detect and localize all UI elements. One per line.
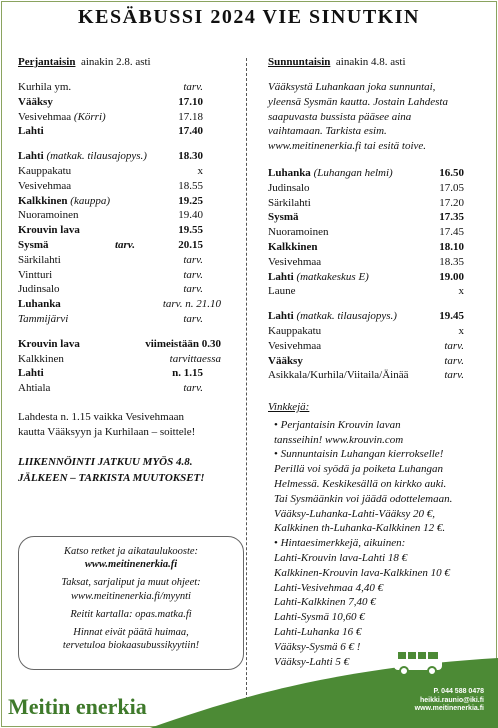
departure-time: tarv. <box>183 382 203 395</box>
stop-name: Judinsalo <box>268 181 310 194</box>
stop-note: (kauppa) <box>70 194 110 207</box>
stop-note: (matkak. tilausajopys.) <box>296 310 397 323</box>
stop-name: Kauppakatu <box>18 164 72 177</box>
timetable-row <box>18 124 243 139</box>
departure-time: viimeistään 0.30 <box>145 337 221 350</box>
departure-time: x <box>458 324 464 337</box>
stop-name: Sysmä <box>18 238 49 251</box>
stop-cell <box>268 255 404 270</box>
stop-name: Vintturi <box>18 268 53 281</box>
info-taksat-text: Taksat, sarjaliput ja muut ohjeet: <box>61 577 201 589</box>
column-divider <box>246 58 247 720</box>
tip-line: Vääksy-Sysmä 6 € ! <box>274 640 361 653</box>
tip-line: Lahti-Kalkkinen 7,40 € <box>274 596 376 609</box>
stop-cell <box>268 309 404 324</box>
info-hinnat-line-1: Hinnat eivät päätä huimaa, <box>73 627 189 639</box>
friday-note <box>18 410 243 440</box>
departure-time: 17.10 <box>178 95 203 108</box>
friday-valid: ainakin 2.8. asti <box>80 56 151 68</box>
timetable-row <box>268 309 482 324</box>
departure-time: 17.35 <box>439 211 464 224</box>
timetable-row <box>18 366 243 381</box>
friday-warning-line-1: LIIKENNÖINTI JATKUU MYÖS 4.8. <box>18 455 193 468</box>
departure-time: tarv. <box>183 253 203 266</box>
stop-cell <box>18 149 147 164</box>
tip-item <box>274 447 494 536</box>
timetable-row <box>18 179 243 194</box>
stop-cell <box>268 270 404 285</box>
info-retket-text: Katso retket ja aikataulukooste: <box>63 546 199 557</box>
timetable-row <box>18 194 243 209</box>
stop-cell <box>18 164 135 179</box>
departure-time: 19.55 <box>178 224 203 237</box>
timetable-row <box>18 208 243 223</box>
stop-cell <box>268 284 404 299</box>
stop-cell <box>268 324 404 339</box>
tip-line: Perjantaisin Krouvin lavan <box>280 418 401 431</box>
stop-name: Krouvin lava <box>18 337 80 350</box>
info-reitit: Reitit kartalla: opas.matka.fi <box>70 608 192 620</box>
stop-name: Lahti <box>268 310 294 323</box>
stop-cell <box>18 223 135 238</box>
stop-mid-note: tarv. <box>114 238 135 251</box>
stop-cell <box>268 210 404 225</box>
stop-name: Nuoramoinen <box>268 226 329 239</box>
stop-name: Kalkkinen <box>18 352 64 365</box>
departure-time: tarv. n. 21.10 <box>162 298 221 311</box>
stop-note: (Luhangan helmi) <box>313 166 393 179</box>
departure-time: 19.00 <box>439 270 464 283</box>
stop-name: Lahti <box>18 367 44 380</box>
tip-line: Kalkkinen-Krouvin lava-Kalkkinen 10 € <box>274 566 450 579</box>
stop-name: Kalkkinen <box>18 194 68 207</box>
timetable-row <box>18 297 243 312</box>
timetable-row <box>268 354 482 369</box>
info-retket <box>19 545 243 571</box>
departure-time: x <box>458 285 464 298</box>
stop-cell <box>268 166 404 181</box>
sunday-intro-line: yleensä Sysmän kautta. Jostain Lahdesta <box>268 95 448 108</box>
stop-name: Kurhila ym. <box>18 81 72 93</box>
departure-time: 19.40 <box>178 209 203 222</box>
friday-column <box>18 56 243 486</box>
timetable-row <box>18 337 243 352</box>
info-retket-link[interactable]: www.meitinenerkia.fi <box>84 559 178 571</box>
tip-item <box>274 536 494 669</box>
page-title: KESÄBUSSI 2024 VIE SINUTKIN <box>78 6 420 28</box>
stop-cell <box>18 366 135 381</box>
stop-cell <box>18 95 135 110</box>
friday-header <box>18 56 243 68</box>
friday-day: Perjantaisin <box>18 56 76 68</box>
info-taksat-link[interactable]: www.meitinenerkia.fi/myynti <box>71 590 191 602</box>
sunday-day: Sunnuntaisin <box>268 56 331 68</box>
departure-time: 20.15 <box>178 238 203 251</box>
stop-cell <box>268 339 404 354</box>
timetable-row <box>268 181 482 196</box>
stop-name: Nuoramoinen <box>18 209 79 222</box>
timetable-row <box>18 268 243 283</box>
stop-note: (matkakeskus E) <box>296 270 369 283</box>
sunday-block-2 <box>268 309 482 383</box>
departure-time: 17.05 <box>439 181 464 194</box>
timetable-row <box>268 196 482 211</box>
stop-name: Vesivehmaa <box>18 179 72 192</box>
timetable-row <box>268 339 482 354</box>
timetable-row <box>268 166 482 181</box>
timetable-row <box>18 253 243 268</box>
friday-block-2 <box>18 149 243 327</box>
tip-line: Kalkkinen th-Luhanka-Kalkkinen 12 €. <box>274 522 446 535</box>
sunday-column <box>268 56 482 383</box>
timetable-row <box>18 223 243 238</box>
tip-line: Vääksy-Luhanka-Lahti-Vääksy 20 €, <box>274 507 435 520</box>
timetable-row <box>268 255 482 270</box>
info-hinnat-line-2: tervetuloa biokaasubussikyytiin! <box>62 640 200 652</box>
stop-cell <box>18 194 135 209</box>
stop-name: Laune <box>268 285 296 298</box>
info-taksat <box>19 576 243 602</box>
stop-cell <box>18 110 135 125</box>
departure-time: 18.55 <box>178 179 203 192</box>
timetable-row <box>18 381 243 396</box>
tip-line: Tai Sysmäänkin voi jäädä odottelemaan. <box>274 492 453 505</box>
sunday-block-1 <box>268 166 482 299</box>
tip-line: Sunnuntaisin Luhangan kierrokselle! <box>280 448 444 461</box>
stop-name: Asikkala/Kurhila/Viitaila/Äinää <box>268 369 409 382</box>
stop-name: Lahti <box>18 150 44 163</box>
stop-cell <box>18 352 170 367</box>
departure-time: 18.10 <box>439 240 464 253</box>
sunday-intro-line: saapuvasta bussista pääsee aina <box>268 110 412 123</box>
stop-note: (Körri) <box>73 110 106 123</box>
timetable-row <box>268 240 482 255</box>
departure-time: 17.45 <box>439 226 464 239</box>
departure-time: 19.45 <box>439 310 464 323</box>
stop-name: Särkilahti <box>268 196 311 209</box>
contact-website: www.meitinenerkia.fi <box>414 705 484 712</box>
departure-time: 17.40 <box>178 125 203 138</box>
timetable-row <box>18 282 243 297</box>
departure-time: tarv. <box>444 369 464 382</box>
stop-cell <box>18 268 135 283</box>
tips-list <box>268 418 494 670</box>
timetable-row <box>18 352 243 367</box>
departure-time: 18.35 <box>439 255 464 268</box>
contact-email: heikki.raunio@iki.fi <box>419 696 484 704</box>
stop-name: Vääksy <box>18 95 53 108</box>
tip-line: Lahti-Krouvin lava-Lahti 18 € <box>274 551 408 564</box>
tip-line: Lahti-Vesivehmaa 4,40 € <box>274 581 384 594</box>
sunday-intro-line: vaihtamaan. Tarkista esim. <box>268 125 387 138</box>
stop-name: Vesivehmaa <box>18 110 72 123</box>
timetable-row <box>18 238 243 253</box>
stop-cell <box>268 354 404 369</box>
friday-block-1 <box>18 80 243 139</box>
stop-cell <box>18 208 135 223</box>
departure-time: 17.20 <box>439 196 464 209</box>
stop-name: Kauppakatu <box>268 324 322 337</box>
timetable-row <box>18 110 243 125</box>
tip-line: Vääksy-Lahti 5 € <box>274 655 350 668</box>
departure-time: tarv. <box>183 268 203 281</box>
departure-time: tarv. <box>183 81 203 93</box>
tip-line: Perillä voi syödä ja poiketa Luhangan <box>274 463 443 476</box>
stop-cell <box>268 240 404 255</box>
tip-line: Hintaesimerkkejä, aikuinen: <box>280 537 406 550</box>
stop-name: Vesivehmaa <box>268 255 322 268</box>
stop-name: Judinsalo <box>18 283 60 296</box>
stop-cell <box>18 179 135 194</box>
departure-time: tarv. <box>444 339 464 352</box>
stop-cell <box>268 368 408 383</box>
departure-time: x <box>197 164 203 177</box>
timetable-row <box>18 95 243 110</box>
departure-time: tarv. <box>444 354 464 367</box>
timetable-row <box>268 270 482 285</box>
tips-section <box>268 400 494 669</box>
stop-cell <box>268 181 404 196</box>
timetable-row <box>268 284 482 299</box>
friday-note-line-1: Lahdesta n. 1.15 vaikka Vesivehmaan <box>18 410 184 423</box>
departure-time: n. 1.15 <box>172 367 203 380</box>
stop-cell <box>18 337 145 352</box>
sunday-intro-line: Vääksystä Luhankaan joka sunnuntai, <box>268 81 436 93</box>
stop-name: Luhanka <box>268 166 311 179</box>
timetable-row <box>268 225 482 240</box>
sunday-intro <box>268 80 482 154</box>
stop-name: Sysmä <box>268 211 299 224</box>
tip-line: Helmessä. Keskikesällä on kirkko auki. <box>274 477 447 490</box>
departure-time: 16.50 <box>439 166 464 179</box>
stop-cell <box>268 196 404 211</box>
sunday-header <box>268 56 482 68</box>
stop-name: Ahtiala <box>18 382 51 395</box>
stop-cell <box>18 297 163 312</box>
friday-warning-line-2: JÄLKEEN – TARKISTA MUUTOKSET! <box>18 471 205 484</box>
departure-time: 19.25 <box>178 194 203 207</box>
timetable-row <box>18 80 243 95</box>
stop-name: Särkilahti <box>18 253 61 266</box>
timetable-row <box>268 210 482 225</box>
tip-line: Lahti-Luhanka 16 € <box>274 625 362 638</box>
stop-name: Tammijärvi <box>18 312 69 325</box>
departure-time: tarv. <box>183 312 203 325</box>
stop-name: Kalkkinen <box>268 240 318 253</box>
departure-time: 18.30 <box>178 150 203 163</box>
tip-line: Lahti-Sysmä 10,60 € <box>274 611 365 624</box>
stop-name: Krouvin lava <box>18 224 80 237</box>
timetable-row <box>268 368 482 383</box>
contact-phone: P. 044 588 0478 <box>433 688 484 695</box>
stop-name: Vääksy <box>268 354 303 367</box>
friday-note-line-2: kautta Vääksyyn ja Kurhilaan – soittele! <box>18 425 196 438</box>
tip-line: tansseihin! www.krouvin.com <box>274 433 404 446</box>
departure-time: tarv. <box>183 283 203 296</box>
stop-cell <box>18 124 135 139</box>
tip-item <box>274 418 494 448</box>
stop-name: Lahti <box>18 125 44 138</box>
friday-block-3 <box>18 337 243 396</box>
timetable-row <box>268 324 482 339</box>
stop-name: Luhanka <box>18 298 61 311</box>
stop-cell <box>18 312 135 327</box>
stop-name: Lahti <box>268 270 294 283</box>
timetable-row <box>18 312 243 327</box>
timetable-row <box>18 149 243 164</box>
stop-name: Vesivehmaa <box>268 339 322 352</box>
sunday-valid: ainakin 4.8. asti <box>335 56 406 68</box>
tips-heading: Vinkkejä: <box>268 401 310 413</box>
stop-note: (matkak. tilausajopys.) <box>46 150 147 163</box>
stop-cell <box>18 282 135 297</box>
stop-cell <box>268 225 404 240</box>
departure-time: 17.18 <box>178 110 203 123</box>
departure-time: tarvittaessa <box>169 352 221 365</box>
stop-cell <box>18 238 135 253</box>
contact-info <box>415 688 484 714</box>
timetable-row <box>18 164 243 179</box>
stop-cell <box>18 80 135 95</box>
friday-warning <box>18 454 243 486</box>
sunday-intro-line: www.meitinenerkia.fi tai esitä toive. <box>268 140 427 153</box>
stop-cell <box>18 253 135 268</box>
brand-logo: Meitin enerkia <box>8 694 147 719</box>
stop-cell <box>18 381 135 396</box>
